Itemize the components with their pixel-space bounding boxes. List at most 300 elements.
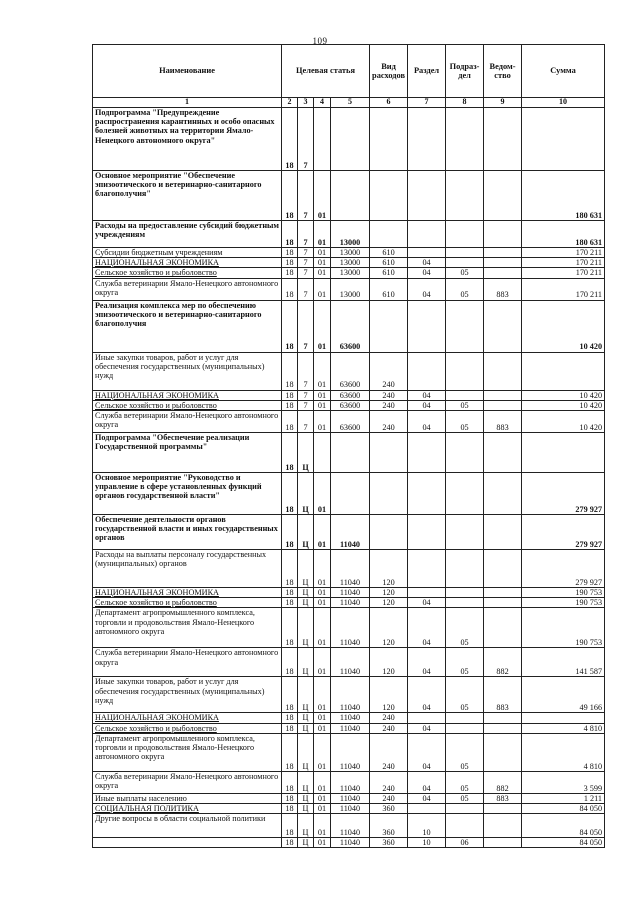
cell-expense-type: 240 — [370, 352, 408, 390]
cell-activity: 01 — [314, 814, 331, 838]
column-number: 8 — [446, 98, 484, 108]
cell-expense-type: 360 — [370, 838, 408, 848]
cell-direction: 11040 — [331, 587, 370, 597]
table-row — [93, 713, 605, 723]
cell-subsection — [446, 598, 484, 608]
cell-subprogram: Ц — [298, 803, 314, 813]
cell-subprogram: 7 — [298, 248, 314, 258]
cell-sum: 190 753 — [522, 598, 605, 608]
header-subsection: Подраз-дел — [446, 45, 484, 98]
cell-subprogram: 7 — [298, 400, 314, 410]
table-body — [93, 108, 605, 848]
cell-subprogram: Ц — [298, 723, 314, 733]
cell-direction: 11040 — [331, 598, 370, 608]
table-row — [93, 677, 605, 713]
cell-name: Сельское хозяйство и рыболовство — [93, 268, 282, 278]
column-number: 9 — [484, 98, 522, 108]
cell-direction — [331, 108, 370, 171]
cell-sum: 279 927 — [522, 549, 605, 587]
cell-program: 18 — [282, 733, 298, 771]
cell-name: Департамент агропромышленного комплекса, торговли и продовольствия Ямало-Ненецкого автономного округа — [93, 733, 282, 771]
cell-activity — [314, 108, 331, 171]
table-row — [93, 390, 605, 400]
cell-sum: 84 050 — [522, 803, 605, 813]
cell-name: Расходы на выплаты персоналу государственных (муниципальных) органов — [93, 549, 282, 587]
cell-department: 882 — [484, 648, 522, 677]
cell-expense-type: 240 — [370, 733, 408, 771]
cell-department — [484, 472, 522, 514]
cell-direction: 63600 — [331, 400, 370, 410]
table-row — [93, 432, 605, 472]
cell-direction: 11040 — [331, 648, 370, 677]
cell-program: 18 — [282, 608, 298, 648]
cell-section — [408, 549, 446, 587]
table-row — [93, 587, 605, 597]
cell-activity: 01 — [314, 549, 331, 587]
cell-activity: 01 — [314, 268, 331, 278]
cell-subsection — [446, 390, 484, 400]
cell-section: 04 — [408, 677, 446, 713]
cell-section: 04 — [408, 598, 446, 608]
cell-subprogram: 7 — [298, 390, 314, 400]
cell-subprogram: 7 — [298, 268, 314, 278]
cell-subsection: 05 — [446, 410, 484, 432]
cell-subprogram: 7 — [298, 352, 314, 390]
cell-section — [408, 248, 446, 258]
cell-expense-type: 120 — [370, 608, 408, 648]
cell-expense-type: 360 — [370, 814, 408, 838]
column-number: 2 — [282, 98, 298, 108]
cell-subprogram: 7 — [298, 108, 314, 171]
cell-activity: 01 — [314, 472, 331, 514]
cell-department — [484, 838, 522, 848]
cell-section — [408, 352, 446, 390]
cell-name: Сельское хозяйство и рыболовство — [93, 400, 282, 410]
cell-direction: 11040 — [331, 723, 370, 733]
cell-subsection: 05 — [446, 677, 484, 713]
cell-direction — [331, 432, 370, 472]
cell-direction: 11040 — [331, 793, 370, 803]
cell-sum: 84 050 — [522, 838, 605, 848]
cell-subsection — [446, 258, 484, 268]
cell-direction: 11040 — [331, 771, 370, 793]
cell-subprogram: Ц — [298, 677, 314, 713]
table-row — [93, 598, 605, 608]
cell-activity: 01 — [314, 608, 331, 648]
cell-activity: 01 — [314, 838, 331, 848]
cell-expense-type: 240 — [370, 793, 408, 803]
cell-department — [484, 352, 522, 390]
cell-name: Основное мероприятие "Обеспечение эпизоотического и ветеринарно-санитарного благополучия" — [93, 171, 282, 221]
cell-name: НАЦИОНАЛЬНАЯ ЭКОНОМИКА — [93, 390, 282, 400]
cell-program: 18 — [282, 432, 298, 472]
cell-subprogram: Ц — [298, 432, 314, 472]
cell-activity: 01 — [314, 171, 331, 221]
table-row — [93, 171, 605, 221]
cell-name: Основное мероприятие "Руководство и управление в сфере установленных функций органов государственной власти" — [93, 472, 282, 514]
cell-activity: 01 — [314, 587, 331, 597]
cell-subprogram: 7 — [298, 258, 314, 268]
cell-program: 18 — [282, 248, 298, 258]
cell-direction: 11040 — [331, 713, 370, 723]
cell-activity: 01 — [314, 514, 331, 549]
cell-name: Сельское хозяйство и рыболовство — [93, 723, 282, 733]
cell-department — [484, 803, 522, 813]
cell-program: 18 — [282, 598, 298, 608]
cell-direction: 11040 — [331, 814, 370, 838]
cell-expense-type — [370, 171, 408, 221]
cell-name: Субсидии бюджетным учреждениям — [93, 248, 282, 258]
cell-program: 18 — [282, 300, 298, 352]
cell-expense-type: 120 — [370, 677, 408, 713]
cell-expense-type — [370, 472, 408, 514]
cell-expense-type: 240 — [370, 713, 408, 723]
cell-sum: 170 211 — [522, 278, 605, 300]
cell-name: Служба ветеринарии Ямало-Ненецкого автономного округа — [93, 410, 282, 432]
cell-name: Служба ветеринарии Ямало-Ненецкого автономного округа — [93, 648, 282, 677]
cell-expense-type — [370, 221, 408, 248]
cell-department — [484, 248, 522, 258]
cell-name: НАЦИОНАЛЬНАЯ ЭКОНОМИКА — [93, 258, 282, 268]
cell-department — [484, 400, 522, 410]
cell-department: 883 — [484, 278, 522, 300]
table-row — [93, 258, 605, 268]
cell-department — [484, 108, 522, 171]
cell-activity: 01 — [314, 677, 331, 713]
table-row — [93, 300, 605, 352]
cell-section: 04 — [408, 733, 446, 771]
cell-sum: 170 211 — [522, 268, 605, 278]
cell-section: 04 — [408, 771, 446, 793]
cell-department — [484, 514, 522, 549]
cell-name: Иные выплаты населению — [93, 793, 282, 803]
cell-section — [408, 713, 446, 723]
cell-department — [484, 549, 522, 587]
cell-subsection — [446, 549, 484, 587]
cell-name — [93, 838, 282, 848]
cell-direction: 11040 — [331, 838, 370, 848]
cell-department — [484, 258, 522, 268]
cell-name: НАЦИОНАЛЬНАЯ ЭКОНОМИКА — [93, 587, 282, 597]
table-row — [93, 793, 605, 803]
cell-subsection: 05 — [446, 278, 484, 300]
cell-sum: 180 631 — [522, 221, 605, 248]
cell-section: 04 — [408, 390, 446, 400]
cell-program: 18 — [282, 838, 298, 848]
cell-sum: 4 810 — [522, 733, 605, 771]
cell-section: 04 — [408, 258, 446, 268]
cell-sum: 49 166 — [522, 677, 605, 713]
cell-subsection: 05 — [446, 268, 484, 278]
cell-sum: 180 631 — [522, 171, 605, 221]
cell-section — [408, 221, 446, 248]
table-row — [93, 733, 605, 771]
cell-subprogram: 7 — [298, 171, 314, 221]
cell-sum: 1 211 — [522, 793, 605, 803]
cell-activity: 01 — [314, 221, 331, 248]
table-row — [93, 723, 605, 733]
cell-department — [484, 723, 522, 733]
cell-name: Другие вопросы в области социальной политики — [93, 814, 282, 838]
cell-name: НАЦИОНАЛЬНАЯ ЭКОНОМИКА — [93, 713, 282, 723]
cell-department — [484, 300, 522, 352]
cell-program: 18 — [282, 648, 298, 677]
cell-subsection — [446, 713, 484, 723]
table-row — [93, 608, 605, 648]
table-row — [93, 268, 605, 278]
cell-program: 18 — [282, 549, 298, 587]
column-number: 10 — [522, 98, 605, 108]
cell-subsection: 05 — [446, 771, 484, 793]
page-number: 109 — [312, 36, 328, 46]
cell-department — [484, 587, 522, 597]
cell-direction: 11040 — [331, 733, 370, 771]
cell-expense-type: 240 — [370, 723, 408, 733]
cell-subsection: 05 — [446, 733, 484, 771]
cell-subprogram: Ц — [298, 549, 314, 587]
column-number: 4 — [314, 98, 331, 108]
cell-section — [408, 432, 446, 472]
cell-subsection — [446, 248, 484, 258]
cell-program: 18 — [282, 400, 298, 410]
cell-department: 883 — [484, 410, 522, 432]
cell-expense-type: 610 — [370, 268, 408, 278]
cell-expense-type: 240 — [370, 410, 408, 432]
cell-program: 18 — [282, 171, 298, 221]
cell-subsection — [446, 171, 484, 221]
cell-subprogram: Ц — [298, 733, 314, 771]
cell-activity: 01 — [314, 793, 331, 803]
cell-subprogram: Ц — [298, 472, 314, 514]
cell-subsection — [446, 514, 484, 549]
cell-subsection — [446, 723, 484, 733]
cell-direction: 13000 — [331, 268, 370, 278]
cell-activity — [314, 432, 331, 472]
cell-activity: 01 — [314, 258, 331, 268]
cell-section — [408, 171, 446, 221]
cell-subprogram: 7 — [298, 300, 314, 352]
table-row — [93, 803, 605, 813]
cell-sum: 279 927 — [522, 472, 605, 514]
cell-direction: 11040 — [331, 549, 370, 587]
cell-program: 18 — [282, 352, 298, 390]
header-target-article: Целевая статья — [282, 45, 370, 98]
cell-expense-type: 360 — [370, 803, 408, 813]
header-section: Раздел — [408, 45, 446, 98]
header-sum: Сумма — [522, 45, 605, 98]
cell-direction: 63600 — [331, 352, 370, 390]
cell-sum — [522, 108, 605, 171]
cell-expense-type — [370, 300, 408, 352]
cell-expense-type: 240 — [370, 400, 408, 410]
cell-subprogram: 7 — [298, 278, 314, 300]
cell-section: 04 — [408, 410, 446, 432]
table-row — [93, 514, 605, 549]
cell-subprogram: Ц — [298, 587, 314, 597]
cell-expense-type: 240 — [370, 390, 408, 400]
cell-subsection — [446, 432, 484, 472]
cell-subsection — [446, 300, 484, 352]
cell-section: 04 — [408, 648, 446, 677]
cell-section — [408, 300, 446, 352]
cell-activity: 01 — [314, 648, 331, 677]
cell-activity: 01 — [314, 733, 331, 771]
cell-section: 04 — [408, 400, 446, 410]
cell-name: Обеспечение деятельности органов государственной власти и иных государственных органов — [93, 514, 282, 549]
cell-subsection — [446, 108, 484, 171]
cell-department — [484, 432, 522, 472]
cell-subprogram: Ц — [298, 814, 314, 838]
cell-sum: 4 810 — [522, 723, 605, 733]
cell-name: Департамент агропромышленного комплекса, торговли и продовольствия Ямало-Ненецкого автономного округа — [93, 608, 282, 648]
cell-name: Подпрограмма "Предупреждение распространения карантинных и особо опасных болезней животных на территории Ямало-Ненецкого автономного округа" — [93, 108, 282, 171]
cell-section: 04 — [408, 723, 446, 733]
cell-name: Расходы на предоставление субсидий бюджетным учреждениям — [93, 221, 282, 248]
cell-program: 18 — [282, 713, 298, 723]
cell-sum: 10 420 — [522, 400, 605, 410]
cell-program: 18 — [282, 677, 298, 713]
cell-subsection — [446, 803, 484, 813]
cell-subprogram: Ц — [298, 514, 314, 549]
cell-subsection — [446, 221, 484, 248]
cell-subprogram: Ц — [298, 771, 314, 793]
column-number: 7 — [408, 98, 446, 108]
cell-department — [484, 221, 522, 248]
table-row — [93, 771, 605, 793]
cell-activity: 01 — [314, 803, 331, 813]
cell-program: 18 — [282, 723, 298, 733]
cell-subsection: 05 — [446, 648, 484, 677]
column-number: 5 — [331, 98, 370, 108]
table-row — [93, 648, 605, 677]
table-row — [93, 472, 605, 514]
cell-name: Сельское хозяйство и рыболовство — [93, 598, 282, 608]
cell-subsection: 05 — [446, 400, 484, 410]
cell-department — [484, 268, 522, 278]
cell-sum — [522, 713, 605, 723]
cell-program: 18 — [282, 108, 298, 171]
cell-direction: 63600 — [331, 390, 370, 400]
cell-program: 18 — [282, 268, 298, 278]
cell-section: 04 — [408, 608, 446, 648]
cell-program: 18 — [282, 793, 298, 803]
cell-program: 18 — [282, 814, 298, 838]
cell-subprogram: 7 — [298, 410, 314, 432]
cell-program: 18 — [282, 278, 298, 300]
cell-section — [408, 587, 446, 597]
cell-sum — [522, 352, 605, 390]
cell-sum: 10 420 — [522, 300, 605, 352]
cell-department: 882 — [484, 771, 522, 793]
cell-subsection: 06 — [446, 838, 484, 848]
cell-subsection — [446, 352, 484, 390]
cell-sum — [522, 432, 605, 472]
cell-program: 18 — [282, 771, 298, 793]
cell-activity: 01 — [314, 410, 331, 432]
cell-department — [484, 733, 522, 771]
cell-expense-type: 610 — [370, 248, 408, 258]
column-number: 6 — [370, 98, 408, 108]
cell-sum: 10 420 — [522, 390, 605, 400]
cell-activity: 01 — [314, 278, 331, 300]
cell-sum: 170 211 — [522, 248, 605, 258]
cell-sum: 10 420 — [522, 410, 605, 432]
cell-sum: 190 753 — [522, 587, 605, 597]
cell-direction: 13000 — [331, 278, 370, 300]
cell-sum: 170 211 — [522, 258, 605, 268]
cell-activity: 01 — [314, 723, 331, 733]
cell-direction: 63600 — [331, 300, 370, 352]
cell-subsection — [446, 472, 484, 514]
cell-section: 04 — [408, 268, 446, 278]
cell-department — [484, 814, 522, 838]
cell-activity: 01 — [314, 352, 331, 390]
cell-program: 18 — [282, 390, 298, 400]
cell-subprogram: Ц — [298, 648, 314, 677]
cell-subprogram: 7 — [298, 221, 314, 248]
cell-activity: 01 — [314, 248, 331, 258]
cell-name: Служба ветеринарии Ямало-Ненецкого автономного округа — [93, 278, 282, 300]
cell-subsection: 05 — [446, 608, 484, 648]
cell-department — [484, 608, 522, 648]
cell-program: 18 — [282, 221, 298, 248]
cell-program: 18 — [282, 803, 298, 813]
cell-name: Иные закупки товаров, работ и услуг для обеспечения государственных (муниципальных) нужд — [93, 677, 282, 713]
cell-section — [408, 514, 446, 549]
table-row — [93, 814, 605, 838]
cell-section — [408, 108, 446, 171]
cell-department — [484, 598, 522, 608]
cell-department: 883 — [484, 793, 522, 803]
cell-activity: 01 — [314, 390, 331, 400]
cell-subprogram: Ц — [298, 838, 314, 848]
cell-expense-type — [370, 514, 408, 549]
header-expense-type: Вид расходов — [370, 45, 408, 98]
budget-table — [92, 44, 605, 848]
cell-department — [484, 171, 522, 221]
cell-activity: 01 — [314, 771, 331, 793]
cell-sum: 84 050 — [522, 814, 605, 838]
cell-expense-type — [370, 432, 408, 472]
cell-section: 04 — [408, 793, 446, 803]
cell-name: Служба ветеринарии Ямало-Ненецкого автономного округа — [93, 771, 282, 793]
cell-expense-type: 120 — [370, 549, 408, 587]
cell-direction: 11040 — [331, 677, 370, 713]
cell-expense-type: 120 — [370, 598, 408, 608]
cell-sum: 141 587 — [522, 648, 605, 677]
cell-activity: 01 — [314, 300, 331, 352]
table-row — [93, 108, 605, 171]
cell-name: Иные закупки товаров, работ и услуг для обеспечения государственных (муниципальных) нужд — [93, 352, 282, 390]
cell-direction: 13000 — [331, 248, 370, 258]
cell-name: СОЦИАЛЬНАЯ ПОЛИТИКА — [93, 803, 282, 813]
cell-subsection — [446, 814, 484, 838]
cell-direction: 11040 — [331, 514, 370, 549]
cell-activity: 01 — [314, 713, 331, 723]
cell-direction: 63600 — [331, 410, 370, 432]
cell-department: 883 — [484, 677, 522, 713]
cell-subsection: 05 — [446, 793, 484, 803]
cell-direction: 13000 — [331, 258, 370, 268]
table-row — [93, 248, 605, 258]
cell-activity: 01 — [314, 400, 331, 410]
column-number: 1 — [93, 98, 282, 108]
cell-sum: 279 927 — [522, 514, 605, 549]
cell-expense-type: 120 — [370, 648, 408, 677]
cell-activity: 01 — [314, 598, 331, 608]
cell-subprogram: Ц — [298, 598, 314, 608]
table-row — [93, 400, 605, 410]
